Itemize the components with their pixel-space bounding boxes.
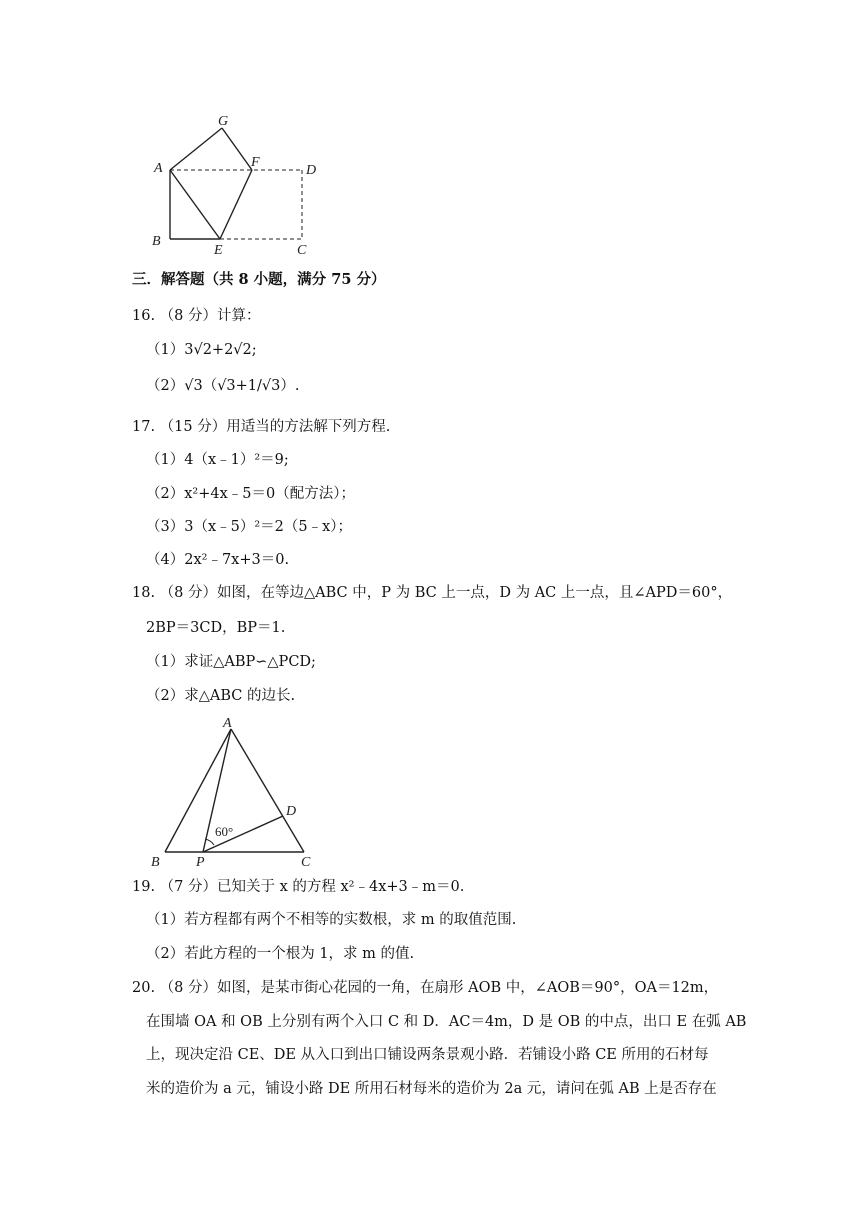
q17-part3: （3）3（x﹣5）²＝2（5﹣x）；	[146, 519, 353, 535]
q20-line3: 上，现决定沿 CE、DE 从入口到出口铺设两条景观小路．若铺设小路 CE 所用的石材每	[146, 1047, 709, 1063]
label-P: P	[196, 855, 205, 870]
q17-part1: （1）4（x﹣1）²＝9;	[146, 452, 289, 468]
q16-part2: （2）√3（√3+1/√3）.	[146, 378, 300, 394]
q20-line4: 米的造价为 a 元，铺设小路 DE 所用石材每米的造价为 2a 元，请问在弧 AB 上是否存在	[146, 1081, 717, 1097]
q16-stem: 16. （8 分）计算：	[132, 308, 261, 324]
label-G: G	[218, 114, 229, 129]
angle-label: 60°	[215, 824, 234, 839]
q17-stem: 17. （15 分）用适当的方法解下列方程.	[132, 419, 391, 435]
label-A: A	[154, 161, 163, 176]
label-D: D	[286, 804, 297, 819]
q18-stem-line2: 2BP＝3CD，BP＝1.	[146, 620, 286, 636]
q19-stem: 19. （7 分）已知关于 x 的方程 x²﹣4x+3﹣m＝0.	[132, 879, 465, 895]
label-B: B	[151, 855, 160, 870]
q17-part2: （2）x²+4x﹣5＝0（配方法）；	[146, 486, 355, 502]
label-B: B	[152, 234, 161, 249]
q18-part2: （2）求△ABC 的边长.	[146, 688, 296, 704]
q19-part1: （1）若方程都有两个不相等的实数根，求 m 的取值范围.	[146, 912, 517, 928]
label-F: F	[251, 155, 260, 170]
label-E: E	[214, 243, 223, 256]
label-D: D	[306, 163, 317, 178]
q17-part4: （4）2x²﹣7x+3＝0.	[146, 552, 290, 568]
q18-stem-line1: 18. （8 分）如图，在等边△ABC 中，P 为 BC 上一点，D 为 AC 上一点，且∠APD＝60°，	[132, 585, 733, 601]
q20-line1: 20. （8 分）如图，是某市街心花园的一角，在扇形 AOB 中，∠AOB＝90°，OA＝12m，	[132, 980, 719, 996]
section-title: 三．解答题（共 8 小题，满分 75 分）	[132, 271, 386, 288]
label-A: A	[223, 716, 232, 731]
q19-part2: （2）若此方程的一个根为 1，求 m 的值.	[146, 946, 415, 962]
q16-part1: （1）3√2+2√2;	[146, 342, 257, 358]
label-C: C	[301, 855, 311, 870]
label-C: C	[297, 243, 307, 256]
q18-part1: （1）求证△ABP∽△PCD;	[146, 654, 316, 670]
q20-line2: 在围墙 OA 和 OB 上分别有两个入口 C 和 D．AC＝4m，D 是 OB 的中点，出口 E 在弧 AB	[146, 1014, 747, 1030]
figure-rectangle-fold	[145, 108, 330, 256]
figure-equilateral-triangle	[143, 712, 323, 870]
